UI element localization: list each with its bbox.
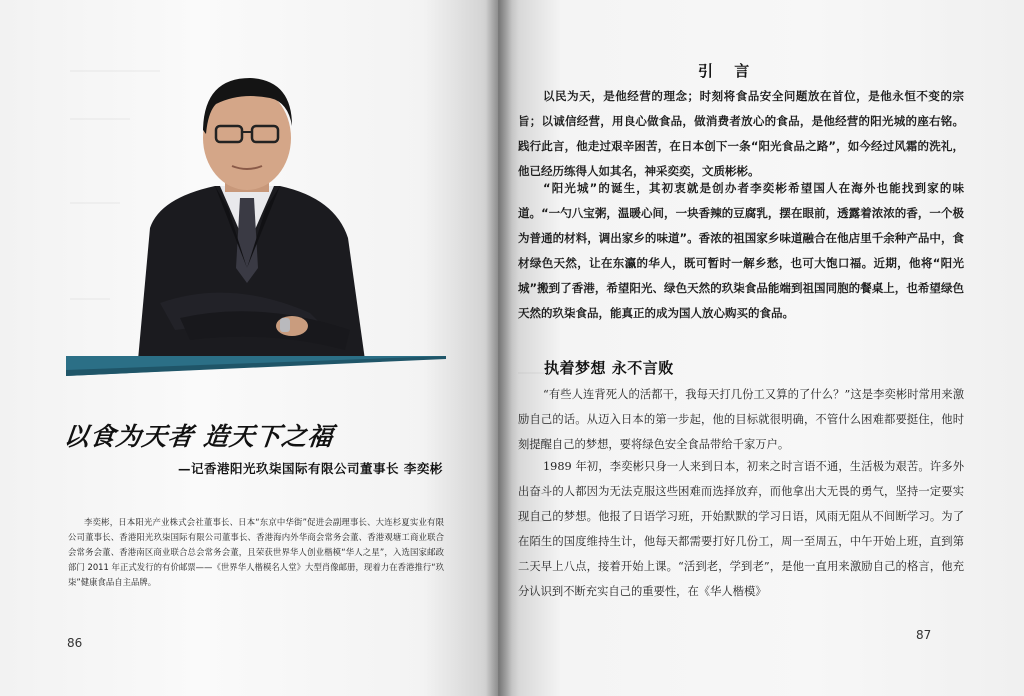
show-through-mark: [70, 202, 120, 204]
show-through-mark: [70, 298, 110, 300]
article-title: 以食为天者 造天下之福: [62, 422, 336, 451]
intro-paragraph: 以民为天，是他经营的理念；时刻将食品安全问题放在首位，是他永恒不变的宗旨；以诚信经营，用良心做食品，做消费者放心的食品，是他经营的阳光城的座右铭。践行此言，他走过艰辛困苦，在日本创下一条“阳光食品之路”，如今经过风霜的洗礼，他已经历练得人如其名，神采奕奕，文质彬彬。: [518, 89, 964, 178]
body-paragraph: 1989 年初，李奕彬只身一人来到日本，初来之时言语不通，生活极为艰苦。许多外出奋斗的人都因为无法克服这些困难而选择放弃，而他拿出大无畏的勇气，坚持一定要实现自己的梦想。他报了日语学习班，开始默默的学习日语，风雨无阻从不间断学习。为了在陌生的国度维持生计，他每天都需要打好几份工，周一至周五，中午开始上班，直到第二天早上八点，接着开始上课。“活到老，学到老”，是他一直用来激励自己的格言，他充分认识到不断充实自己的重要性，在《华人楷模》: [518, 460, 964, 598]
show-through-mark: [518, 372, 544, 374]
page-number: 87: [916, 628, 932, 642]
article-subtitle: —记香港阳光玖柒国际有限公司董事长 李奕彬: [178, 461, 443, 476]
page-number: 86: [67, 636, 83, 650]
book-gutter: [486, 0, 512, 696]
section-heading: 执着梦想 永不言败: [544, 359, 674, 377]
author-bio: 李奕彬，日本阳光产业株式会社董事长、日本“东京中华街”促进会副理事长、大连杉夏实业有限公司董事长、香港阳光玖柒国际有限公司董事长、香港海内外华商会常务会董、香港观塘工商业联合会常务会董、香港南区商业联合总会常务会董，且荣获世界华人创业楷模“华人之星”，入选国家邮政部门 2011 年正式发行的有价邮票——《世界华人楷模名人堂》大型肖像邮册，现着力在香港推行“玖柒”健康食品自主品牌。: [68, 517, 444, 587]
body-paragraph: “有些人连背死人的活都干，我每天打几份工又算的了什么？”这是李奕彬时常用来激励自己的话。从迈入日本的第一步起，他的目标就很明确，不管什么困难都要挺住，他时刻提醒自己的梦想，要将绿色安全食品带给千家万户。: [518, 388, 964, 451]
portrait-photo: [120, 68, 375, 360]
intro-heading: 引 言: [698, 62, 758, 80]
decorative-banner: [66, 356, 446, 376]
intro-paragraph: “阳光城”的诞生，其初衷就是创办者李奕彬希望国人在海外也能找到家的味道。“一勺八宝粥，温暖心间，一块香辣的豆腐乳，摆在眼前，透露着浓浓的香，一个极为普通的材料，调出家乡的味道”。香浓的祖国家乡味道融合在他店里千余种产品中，食材绿色天然，让在东瀛的华人，既可暂时一解乡愁，也可大饱口福。近期，他将“阳光城”搬到了香港，希望阳光、绿色天然的玖柒食品能端到祖国同胞的餐桌上，也希望绿色天然的玖柒食品，能真正的成为国人放心购买的食品。: [518, 181, 964, 320]
left-page: [0, 0, 498, 696]
